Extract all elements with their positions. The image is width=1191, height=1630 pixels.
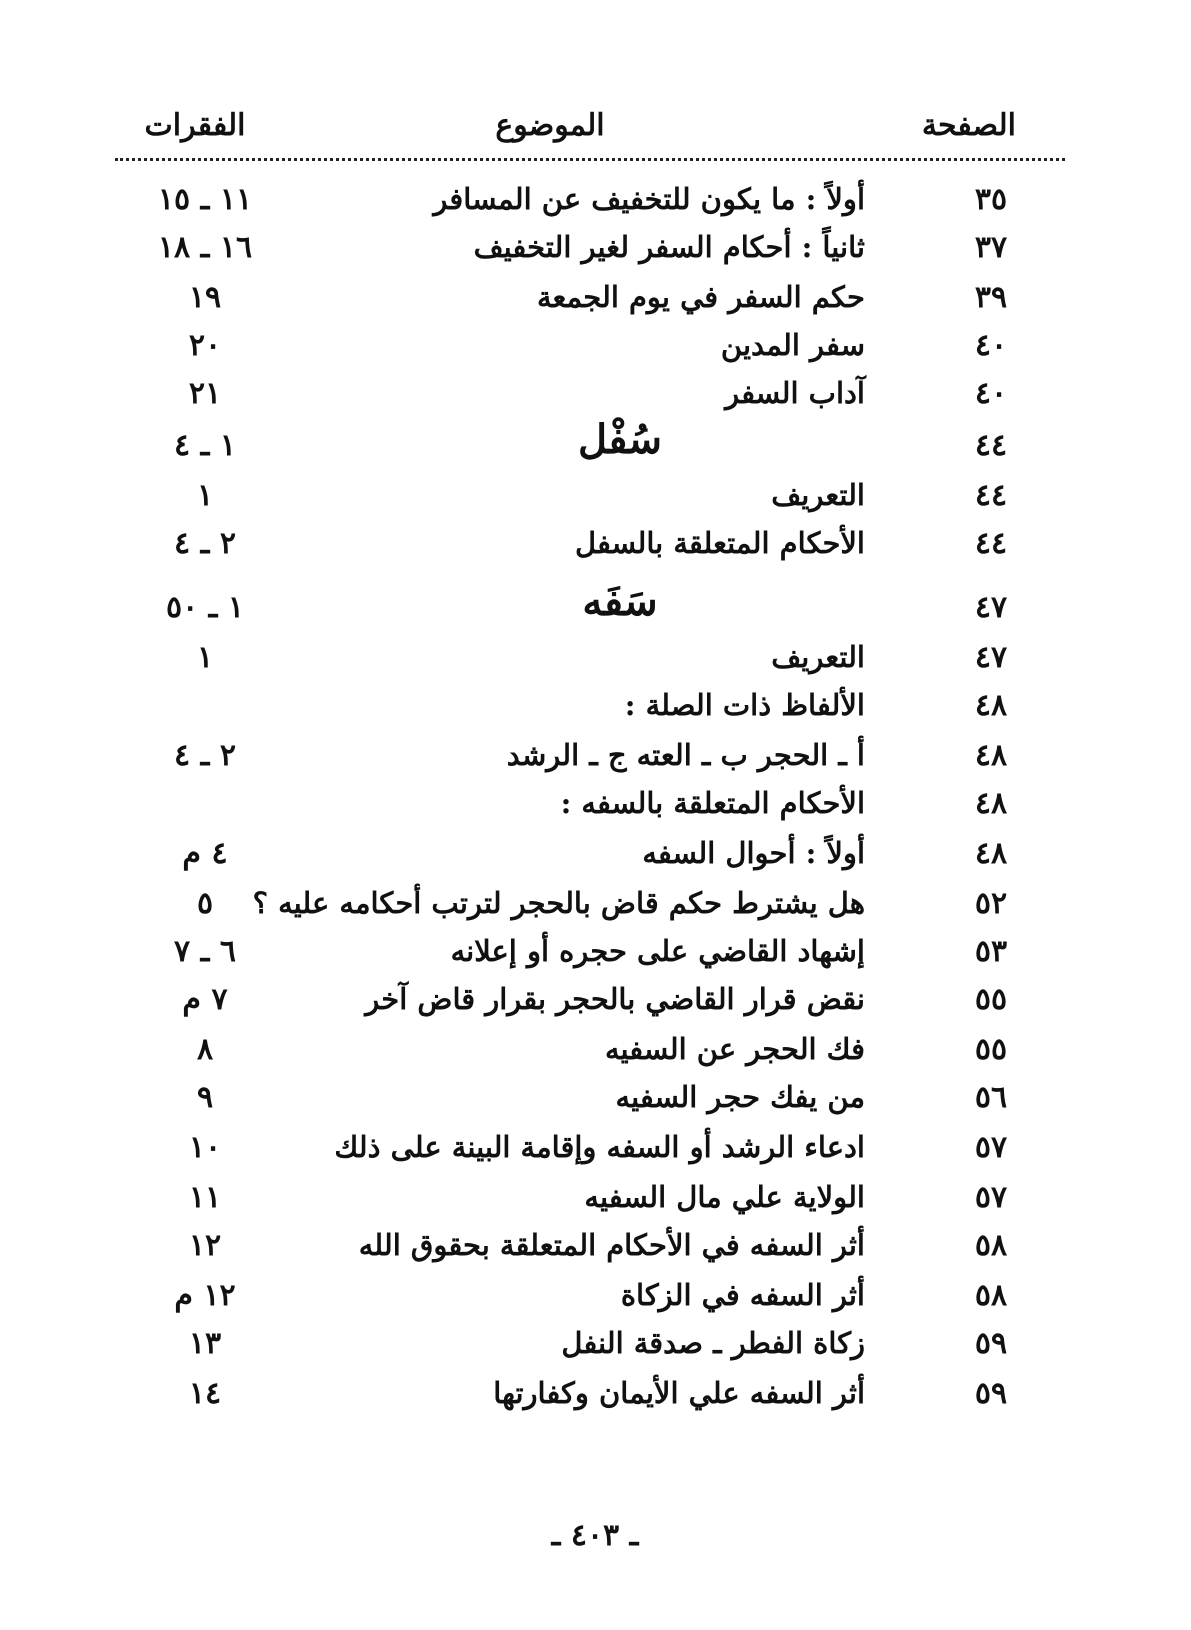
row-topic: حكم السفر في يوم الجمعة bbox=[536, 280, 865, 314]
row-page-number: ٤٧ bbox=[974, 640, 1008, 675]
row-topic: الأحكام المتعلقة بالسفل bbox=[575, 526, 865, 560]
row-paragraphs: ١٢ bbox=[188, 1228, 222, 1263]
row-topic: فك الحجر عن السفيه bbox=[604, 1032, 865, 1066]
row-topic: إشهاد القاضي على حجره أو إعلانه bbox=[450, 934, 865, 968]
row-paragraphs: ١٢ م bbox=[174, 1278, 236, 1313]
row-topic: نقض قرار القاضي بالحجر بقرار قاض آخر bbox=[365, 982, 865, 1016]
index-row bbox=[0, 738, 1191, 784]
topic-column-header: الموضوع bbox=[495, 108, 605, 143]
row-paragraphs: ١ bbox=[196, 640, 214, 675]
row-paragraphs: ٧ م bbox=[182, 982, 228, 1017]
row-page-number: ٤٨ bbox=[974, 836, 1008, 871]
row-paragraphs: ١١ ـ ١٥ bbox=[157, 182, 253, 217]
row-paragraphs: ٢٠ bbox=[188, 328, 222, 363]
row-paragraphs: ٩ bbox=[196, 1080, 214, 1115]
row-topic: آداب السفر bbox=[725, 376, 865, 410]
row-page-number: ٥٧ bbox=[974, 1130, 1008, 1165]
index-row bbox=[0, 1326, 1191, 1372]
index-row bbox=[0, 640, 1191, 686]
row-paragraphs: ٦ ـ ٧ bbox=[174, 934, 236, 969]
row-topic: هل يشترط حكم قاض بالحجر لترتب أحكامه عليه ؟ bbox=[252, 886, 865, 920]
index-row bbox=[0, 1228, 1191, 1274]
row-paragraphs: ١٦ ـ ١٨ bbox=[157, 230, 253, 265]
row-paragraphs: ٢ ـ ٤ bbox=[174, 526, 236, 561]
row-page-number: ٥٣ bbox=[974, 934, 1008, 969]
index-row bbox=[0, 416, 1191, 474]
row-page-number: ٥٥ bbox=[974, 982, 1008, 1017]
index-row bbox=[0, 182, 1191, 228]
row-paragraphs: ١٤ bbox=[188, 1376, 222, 1411]
row-page-number: ٥٩ bbox=[974, 1376, 1008, 1411]
row-page-number: ٥٧ bbox=[974, 1180, 1008, 1215]
index-row bbox=[0, 1180, 1191, 1226]
row-page-number: ٥٦ bbox=[974, 1080, 1008, 1115]
row-topic: أثر السفه في الزكاة bbox=[620, 1278, 865, 1312]
row-page-number: ٤٤ bbox=[974, 428, 1008, 463]
row-paragraphs: ١٩ bbox=[188, 280, 222, 315]
index-row bbox=[0, 1032, 1191, 1078]
index-row bbox=[0, 1130, 1191, 1176]
index-row bbox=[0, 688, 1191, 734]
row-paragraphs: ١١ bbox=[188, 1180, 222, 1215]
row-paragraphs: ١ ـ ٤ bbox=[174, 428, 236, 463]
row-topic: التعريف bbox=[771, 640, 865, 674]
row-topic: أولاً : أحوال السفه bbox=[642, 836, 865, 870]
row-topic: الأحكام المتعلقة بالسفه : bbox=[560, 786, 865, 820]
row-paragraphs: ١ ـ ٥٠ bbox=[165, 590, 245, 625]
index-row bbox=[0, 578, 1191, 636]
row-paragraphs: ٢١ bbox=[188, 376, 222, 411]
row-topic: الألفاظ ذات الصلة : bbox=[624, 688, 865, 722]
row-page-number: ٤٨ bbox=[974, 786, 1008, 821]
row-paragraphs: ١ bbox=[196, 478, 214, 513]
index-row bbox=[0, 526, 1191, 572]
row-topic: سَفَه bbox=[582, 578, 658, 625]
row-topic: ادعاء الرشد أو السفه وإقامة البينة على ذلك bbox=[334, 1130, 865, 1164]
row-topic: سُفْل bbox=[577, 416, 663, 463]
row-paragraphs: ١٠ bbox=[188, 1130, 222, 1165]
row-topic: أثر السفه علي الأيمان وكفارتها bbox=[493, 1376, 865, 1410]
index-row bbox=[0, 478, 1191, 524]
page-column-header: الصفحة bbox=[921, 108, 1016, 143]
row-paragraphs: ٨ bbox=[196, 1032, 214, 1067]
row-paragraphs: ١٣ bbox=[188, 1326, 222, 1361]
row-topic: أثر السفه في الأحكام المتعلقة بحقوق الله bbox=[358, 1228, 865, 1262]
index-row bbox=[0, 328, 1191, 374]
row-page-number: ٥٢ bbox=[974, 886, 1008, 921]
paragraphs-column-header: الفقرات bbox=[144, 108, 246, 143]
index-row bbox=[0, 836, 1191, 882]
index-row bbox=[0, 230, 1191, 276]
row-topic: أولاً : ما يكون للتخفيف عن المسافر bbox=[433, 182, 865, 216]
header-dotted-divider bbox=[115, 158, 1065, 161]
row-page-number: ٥٨ bbox=[974, 1228, 1008, 1263]
row-page-number: ٤٠ bbox=[974, 376, 1008, 411]
row-paragraphs: ٥ bbox=[196, 886, 214, 921]
index-row bbox=[0, 1278, 1191, 1324]
row-page-number: ٤٨ bbox=[974, 738, 1008, 773]
index-row bbox=[0, 934, 1191, 980]
row-topic: سفر المدين bbox=[720, 328, 865, 362]
row-page-number: ٤٤ bbox=[974, 478, 1008, 513]
row-topic: التعريف bbox=[771, 478, 865, 512]
index-row bbox=[0, 1080, 1191, 1126]
row-page-number: ٥٥ bbox=[974, 1032, 1008, 1067]
row-page-number: ٣٧ bbox=[974, 230, 1008, 265]
row-paragraphs: ٤ م bbox=[182, 836, 228, 871]
index-row bbox=[0, 786, 1191, 832]
row-page-number: ٥٩ bbox=[974, 1326, 1008, 1361]
index-row bbox=[0, 886, 1191, 932]
row-topic: زكاة الفطر ـ صدقة النفل bbox=[561, 1326, 865, 1360]
row-topic: أ ـ الحجر ب ـ العته ج ـ الرشد bbox=[506, 738, 865, 772]
index-row bbox=[0, 982, 1191, 1028]
row-page-number: ٤٨ bbox=[974, 688, 1008, 723]
index-row bbox=[0, 1376, 1191, 1422]
row-paragraphs: ٢ ـ ٤ bbox=[174, 738, 236, 773]
row-page-number: ٤٠ bbox=[974, 328, 1008, 363]
index-row bbox=[0, 280, 1191, 326]
page-number: ـ ٤٠٣ ـ bbox=[551, 1518, 639, 1553]
row-page-number: ٤٤ bbox=[974, 526, 1008, 561]
row-page-number: ٣٥ bbox=[974, 182, 1008, 217]
row-topic: ثانياً : أحكام السفر لغير التخفيف bbox=[473, 230, 865, 264]
row-topic: الولاية علي مال السفيه bbox=[584, 1180, 865, 1214]
row-page-number: ٤٧ bbox=[974, 590, 1008, 625]
row-page-number: ٥٨ bbox=[974, 1278, 1008, 1313]
row-page-number: ٣٩ bbox=[974, 280, 1008, 315]
row-topic: من يفك حجر السفيه bbox=[615, 1080, 865, 1114]
